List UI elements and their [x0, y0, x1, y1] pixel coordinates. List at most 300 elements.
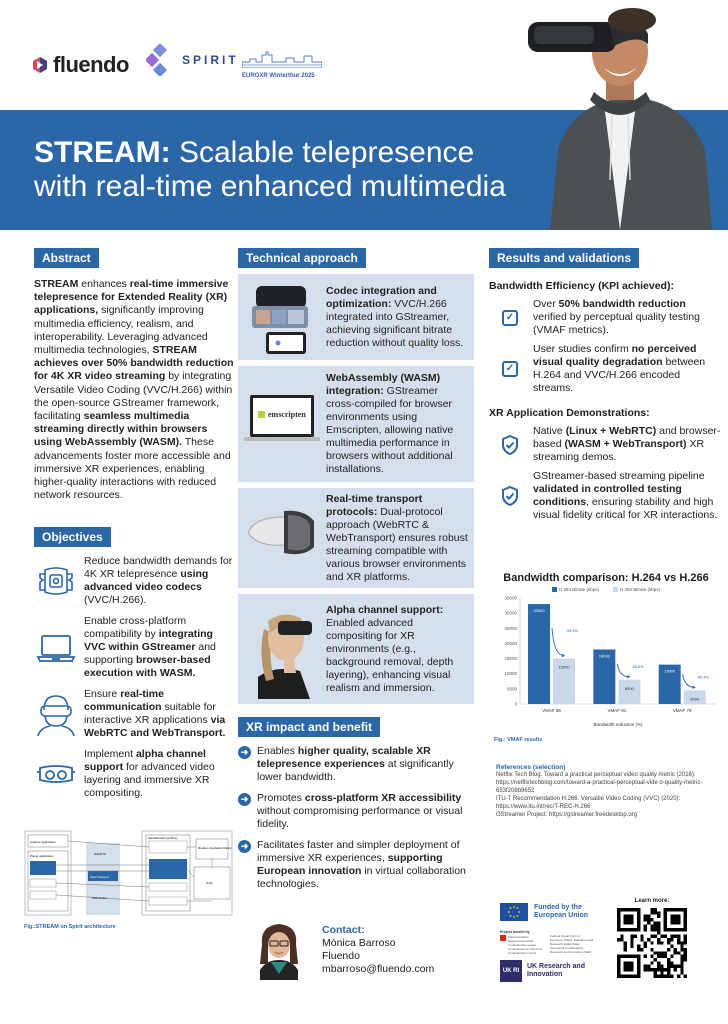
qr-module — [654, 908, 657, 911]
bold-text: (Linux + WebRTC) — [565, 425, 657, 437]
spirit-logo — [146, 44, 239, 76]
qr-module — [657, 928, 660, 931]
qr-module — [680, 961, 683, 964]
text-run: significantly improving multimedia efficiency, realism, and interoperability. Leveraging advanced multimedia technologies, — [34, 304, 208, 357]
objective-item — [34, 555, 234, 607]
impact-section — [238, 717, 478, 891]
objective-text — [84, 748, 234, 800]
qr-module — [657, 961, 660, 964]
qr-module — [657, 931, 660, 934]
text-run: Enabled advanced compositing for XR environments (e.g., background removal, depth layering), enhancing visual realism and immersion. — [326, 616, 454, 694]
result-text — [533, 343, 721, 395]
qr-code[interactable] — [617, 908, 687, 978]
qr-module — [644, 955, 647, 958]
qr-module — [637, 945, 640, 948]
bold-text: integrating VVC within GStreamer — [84, 628, 213, 653]
text-run: (VVC/H.266). — [84, 594, 147, 606]
result-item — [489, 470, 721, 522]
text-run: for advanced video layering and immersive XR compositing. — [84, 761, 215, 799]
qr-module — [654, 968, 657, 971]
qr-module — [664, 951, 667, 954]
objective-text — [84, 688, 234, 740]
contact-avatar — [254, 920, 304, 980]
qr-module — [660, 935, 663, 938]
y-tick-label: 10000 — [504, 671, 517, 677]
qr-module — [634, 935, 637, 938]
qr-module — [684, 941, 687, 944]
qr-module — [680, 955, 683, 958]
text-run: verified by perceptual quality testing (VMAF metrics). — [533, 311, 700, 336]
qr-module — [674, 951, 677, 954]
impact-text — [257, 792, 478, 831]
qr-module — [680, 971, 683, 974]
qr-module — [644, 965, 647, 968]
reference-line: Netflix Tech Blog. Toward a practical perceptual video quality metric (2016): — [496, 772, 696, 778]
bold-text: Real-time transport protocols: — [326, 492, 423, 518]
qr-module — [650, 935, 653, 938]
objective-item — [34, 615, 234, 680]
reduction-arrowhead — [693, 686, 696, 690]
technical-card-text — [326, 604, 468, 695]
qr-module — [674, 965, 677, 968]
title-bold: STREAM: — [34, 136, 171, 169]
reduction-arrow — [552, 628, 564, 656]
reduction-label: -55.6% — [631, 665, 644, 670]
reduction-label: -65.4% — [696, 675, 709, 680]
qr-module — [647, 938, 650, 941]
chart-caption: Fig.: VMAF results — [494, 737, 543, 744]
spirit-mark-icon — [146, 44, 176, 76]
text-run: Native — [533, 425, 566, 437]
qr-module — [630, 935, 633, 938]
woman-vr-image — [244, 599, 320, 699]
qr-module — [667, 975, 670, 978]
reduction-arrow — [617, 664, 629, 677]
qr-module — [664, 935, 667, 938]
laptop-icon — [36, 633, 76, 663]
bold-text: browser-based execution with WASM. — [84, 654, 211, 679]
qr-module — [677, 975, 680, 978]
bar-value-label: 4500 — [690, 696, 700, 702]
qr-module — [677, 951, 680, 954]
references-heading: References (selection) — [496, 764, 566, 771]
text-run: Enable cross-platform compatibility by — [84, 615, 187, 640]
arrow-right-icon: ➜ — [238, 746, 251, 759]
architecture-svg — [24, 827, 234, 919]
qr-module — [667, 948, 670, 951]
person-vr-icon — [36, 692, 76, 736]
qr-module — [657, 975, 660, 978]
arch-label-render: Render orientation library — [198, 846, 232, 850]
qr-module — [644, 941, 647, 944]
qr-module — [657, 965, 660, 968]
qr-module — [630, 941, 633, 944]
bold-text: 50% bandwidth reduction — [558, 298, 686, 310]
qr-module — [660, 965, 663, 968]
qr-module — [620, 935, 623, 938]
qr-module — [670, 938, 673, 941]
checkbox-icon: ✓ — [502, 310, 518, 326]
qr-label: Learn more: — [634, 898, 670, 904]
emscripten-label: emscripten — [268, 410, 306, 419]
vr-headset-side-image — [244, 503, 320, 563]
bold-text: Alpha channel support: — [326, 603, 444, 616]
arch-label-spirit: SpiritRendering library — [148, 836, 178, 840]
qr-module — [644, 945, 647, 948]
bold-text: higher quality, scalable XR telepresence experiences — [257, 745, 431, 770]
contact-block — [254, 920, 434, 980]
y-tick-label: 20000 — [504, 641, 517, 647]
qr-module — [657, 915, 660, 918]
qr-module — [660, 951, 663, 954]
text-run: enhances — [78, 278, 130, 290]
qr-module — [630, 938, 633, 941]
qr-module — [650, 955, 653, 958]
qr-module — [667, 971, 670, 974]
qr-module — [680, 958, 683, 961]
references-section — [496, 764, 722, 819]
title-line1: Scalable telepresence — [170, 136, 475, 169]
bold-text: real-time immersive telepresence for Extended Reality (XR) applications, — [34, 278, 229, 317]
qr-module — [657, 951, 660, 954]
x-axis-label: Bandwidth reduction (%) — [593, 722, 643, 728]
qr-module — [680, 945, 683, 948]
reference-line: GStreamer Project: https://gstreamer.freedesktop.org — [496, 812, 638, 818]
bold-text: STREAM — [34, 278, 79, 290]
result-text — [533, 425, 721, 464]
bold-text: Codec integration and optimization: — [326, 284, 437, 310]
reduction-arrowhead — [562, 654, 565, 658]
qr-module — [657, 921, 660, 924]
text-run: These advancements foster more accessible and immersive XR experiences, enabling higher-quality interactions with reduced network resources. — [34, 436, 231, 502]
impact-item — [238, 792, 478, 831]
qr-module — [624, 915, 634, 925]
text-run: between H.264 and VVC/H.266 encoded streams. — [533, 356, 706, 394]
arch-label-player: Player application — [30, 854, 54, 858]
contact-details — [322, 924, 434, 976]
qr-module — [674, 948, 677, 951]
y-tick-label: 30000 — [504, 610, 517, 616]
qr-module — [680, 968, 683, 971]
bold-text: alpha channel support — [84, 748, 206, 773]
y-tick-label: 5000 — [506, 686, 517, 692]
text-run: in virtual collaboration technologies. — [257, 865, 466, 890]
impact-heading: XR impact and benefit — [238, 717, 380, 737]
vr-headset-phone-image — [244, 282, 320, 358]
qr-module — [684, 935, 687, 938]
qr-module — [650, 968, 653, 971]
qr-module — [654, 935, 657, 938]
qr-module — [654, 951, 657, 954]
shield-check-icon — [501, 435, 519, 455]
bold-text: cross-platform XR accessibility — [304, 792, 462, 804]
swiss-department-text: Federal Department of Economic Affairs, Education and Research EAER State Secretariat for Education, Research and Innovation SERI — [550, 934, 594, 954]
qr-module — [680, 941, 683, 944]
y-tick-label: 15000 — [504, 656, 517, 662]
qr-module — [674, 968, 677, 971]
legend-label: H.264 Bitrate (kbps) — [558, 587, 599, 592]
qr-module — [680, 965, 683, 968]
qr-module — [650, 925, 653, 928]
bold-text: STREAM achieves over 50% bandwidth reduction for 4K XR video streaming — [34, 344, 234, 383]
objective-text — [84, 615, 234, 680]
architecture-caption: Fig.:STREAM on Spirit architecture — [24, 924, 116, 930]
abstract-text — [34, 278, 234, 502]
qr-module — [654, 911, 657, 914]
qr-module — [650, 961, 653, 964]
qr-module — [667, 938, 670, 941]
text-run: by integrating Versatile Video Coding (VVC/H.266) within the open-source GStreamer framework, facilitating — [34, 370, 233, 423]
text-run: Facilitates faster and simpler deployment of immersive XR experiences, — [257, 839, 460, 864]
text-run: XR streaming demos. — [533, 438, 705, 463]
result-item — [489, 298, 721, 337]
objectives-heading: Objectives — [34, 527, 111, 547]
qr-module — [644, 968, 647, 971]
qr-module — [654, 921, 657, 924]
qr-module — [657, 968, 660, 971]
swiss-confederation-text: Schweizerische Eidgenossenschaft Confédération suisse Confederazione Svizzera Confederaziun svizra — [508, 935, 542, 955]
arch-label-unity: Unity — [206, 881, 213, 885]
eu-funding-text: Funded by the European Union — [534, 904, 589, 919]
qr-module — [637, 948, 640, 951]
qr-module — [640, 948, 643, 951]
reduction-arrowhead — [627, 675, 630, 679]
bar-value-label: 33000 — [533, 608, 545, 614]
qr-module — [640, 935, 643, 938]
qr-module — [657, 911, 660, 914]
arch-label-webtransport: WebTransport — [90, 875, 109, 879]
reduction-label: -54.5% — [566, 629, 579, 634]
qr-module — [667, 961, 670, 964]
text-run: GStreamer-based streaming pipeline — [533, 470, 705, 482]
qr-module — [654, 928, 657, 931]
qr-module — [644, 918, 647, 921]
qr-module — [660, 971, 663, 974]
qr-module — [650, 941, 653, 944]
bandwidth-heading: Bandwidth Efficiency (KPI achieved): — [489, 280, 674, 292]
qr-module — [650, 928, 653, 931]
text-run: suitable for interactive XR applications — [84, 701, 216, 726]
qr-module — [677, 935, 680, 938]
objectives-section — [34, 527, 234, 800]
qr-module — [660, 941, 663, 944]
y-tick-label: 25000 — [504, 626, 517, 632]
fluendo-logo — [32, 52, 129, 78]
qr-module — [644, 928, 647, 931]
impact-text — [257, 745, 478, 784]
arch-label-websocket: Websocket — [92, 896, 107, 900]
text-run: , ensuring stability and high visual fidelity critical for XR interactions. — [533, 496, 718, 521]
qr-module — [677, 941, 680, 944]
qr-module — [624, 945, 627, 948]
title-line2: with real-time enhanced multimedia — [34, 170, 506, 203]
qr-module — [680, 948, 683, 951]
swiss-funding-label: Project funded by — [500, 930, 530, 934]
laptop-emscripten-image — [244, 389, 320, 449]
text-run: and browser-based — [533, 425, 721, 450]
arrow-right-icon: ➜ — [238, 793, 251, 806]
qr-section — [612, 898, 692, 983]
qr-module — [650, 908, 653, 911]
bold-text: WebAssembly (WASM) integration: — [326, 372, 441, 397]
qr-module — [670, 945, 673, 948]
bold-text: seamless multimedia streaming directly within browsers using WebAssembly (WASM). — [34, 410, 208, 449]
checkbox-icon: ✓ — [502, 361, 518, 377]
text-run: and supporting — [84, 641, 216, 666]
spirit-wordmark: SPIRIT — [182, 53, 239, 67]
qr-module — [647, 915, 650, 918]
city-skyline-icon — [242, 50, 322, 68]
euroxr-logo — [242, 50, 324, 79]
qr-module — [657, 938, 660, 941]
arrow-right-icon: ➜ — [238, 840, 251, 853]
legend-label: H.266 Bitrate (kbps) — [620, 587, 661, 592]
text-run: Promotes — [257, 792, 305, 804]
qr-module — [664, 975, 667, 978]
objective-item — [34, 688, 234, 740]
impact-item — [238, 839, 478, 891]
qr-module — [650, 911, 653, 914]
text-run: User studies confirm — [533, 343, 632, 355]
ukri-text: UK Research and Innovation — [527, 963, 585, 978]
qr-module — [670, 961, 673, 964]
qr-module — [684, 975, 687, 978]
contact-email[interactable]: mbarroso@fluendo.com — [322, 963, 435, 975]
qr-module — [670, 955, 673, 958]
qr-module — [624, 941, 627, 944]
bar-h266 — [618, 680, 640, 704]
bold-text: (WASM + WebTransport) — [564, 438, 687, 450]
text-run: Ensure — [84, 688, 121, 700]
text-run: GStreamer cross-compiled for browser environments using Emscripten, allowing native multimedia performance in browsers without additional installations. — [326, 385, 454, 475]
xr-demos-heading: XR Application Demonstrations: — [489, 407, 650, 419]
text-run: Enables — [257, 745, 298, 757]
qr-module — [654, 971, 657, 974]
qr-module — [670, 975, 673, 978]
result-text — [533, 298, 721, 337]
qr-module — [664, 955, 667, 958]
chart-plot — [490, 592, 722, 732]
technical-card-text — [326, 372, 468, 476]
bandwidth-chart — [490, 572, 722, 752]
ukri-logo — [500, 960, 587, 982]
y-tick-label: 0 — [514, 701, 517, 707]
abstract-heading: Abstract — [34, 248, 99, 268]
bold-text: real-time communication — [84, 688, 164, 713]
technical-card — [238, 488, 474, 588]
text-run: Reduce bandwidth demands for 4K XR telepresence — [84, 555, 233, 580]
qr-module — [617, 938, 620, 941]
qr-module — [644, 925, 647, 928]
qr-module — [620, 938, 623, 941]
x-tick-label: VMAF 79 — [672, 708, 692, 714]
qr-module — [657, 941, 660, 944]
vr-goggles-icon — [36, 762, 76, 786]
bar-value-label: 15000 — [558, 664, 570, 670]
qr-module — [647, 968, 650, 971]
abstract-section — [34, 248, 234, 502]
reference-line: ITU-T Recommendation H.266. Versatile Video Coding (VVC) (2020): https://www.itu.int/rec/T-REC-H.266 — [496, 796, 681, 810]
qr-module — [647, 965, 650, 968]
qr-module — [650, 948, 653, 951]
technical-card — [238, 366, 474, 482]
bold-text: validated in controlled testing conditions — [533, 483, 682, 508]
contact-name: Mónica Barroso — [322, 937, 396, 949]
eu-funding-logo — [500, 903, 604, 921]
technical-card — [238, 274, 474, 360]
qr-module — [667, 968, 670, 971]
bar-value-label: 8000 — [624, 686, 634, 692]
qr-module — [664, 968, 667, 971]
objective-text — [84, 555, 234, 607]
reference-link[interactable]: https://netflixtechblog.com/toward-a-practical-perceptual-vide o-quality-metric-653f208b9652 — [496, 780, 703, 794]
result-item — [489, 425, 721, 464]
x-tick-label: VMAF 91 — [607, 708, 627, 714]
qr-module — [654, 925, 657, 928]
bar-h264 — [528, 604, 550, 704]
impact-text — [257, 839, 478, 891]
qr-module — [650, 918, 653, 921]
results-section — [489, 248, 721, 522]
qr-module — [657, 955, 660, 958]
qr-module — [660, 955, 663, 958]
contact-org: Fluendo — [322, 950, 360, 962]
bar-value-label: 18000 — [598, 653, 610, 659]
qr-module — [660, 975, 663, 978]
euroxr-text: EUROXR Winterthur 2025 — [242, 73, 315, 79]
arch-label-webrtc: WebRTC — [94, 852, 107, 856]
shield-check-icon — [501, 486, 519, 506]
qr-module — [630, 945, 633, 948]
result-text — [533, 470, 721, 522]
technical-heading: Technical approach — [238, 248, 366, 268]
qr-module — [677, 965, 680, 968]
text-run: without compromising performance or visual fidelity. — [257, 805, 463, 830]
text-run: at significantly lower bandwidth. — [257, 758, 454, 783]
eu-flag-icon — [500, 903, 528, 921]
bold-text: supporting European innovation — [257, 852, 443, 877]
text-run: Over — [533, 298, 559, 310]
bold-text: no perceived visual quality degradation — [533, 343, 697, 368]
technical-card — [238, 594, 474, 704]
x-tick-label: VMAF 86 — [542, 708, 561, 714]
vr-headset-front-icon — [37, 564, 75, 598]
technical-card-text — [326, 285, 468, 350]
qr-module — [684, 938, 687, 941]
text-run: VVC/H.266 integrated into GStreamer, achieving significant bitrate reduction without quality loss. — [326, 297, 464, 349]
qr-module — [670, 965, 673, 968]
chart-title: Bandwidth comparison: H.264 vs H.266 — [503, 572, 709, 584]
qr-module — [684, 951, 687, 954]
qr-module — [624, 961, 634, 971]
technical-approach-section — [238, 248, 474, 704]
qr-module — [654, 958, 657, 961]
qr-module — [667, 965, 670, 968]
qr-module — [660, 968, 663, 971]
qr-module — [670, 935, 673, 938]
fluendo-wordmark: fluendo — [53, 52, 129, 77]
results-heading: Results and validations — [489, 248, 639, 268]
y-tick-label: 35000 — [504, 595, 517, 601]
bar-value-label: 13000 — [664, 668, 676, 674]
swiss-cross-icon — [500, 935, 506, 941]
swiss-funding-logo — [500, 930, 594, 955]
result-item — [489, 343, 721, 395]
fluendo-mark-icon — [32, 57, 48, 73]
qr-module — [640, 938, 643, 941]
qr-module — [684, 955, 687, 958]
qr-module — [667, 941, 670, 944]
